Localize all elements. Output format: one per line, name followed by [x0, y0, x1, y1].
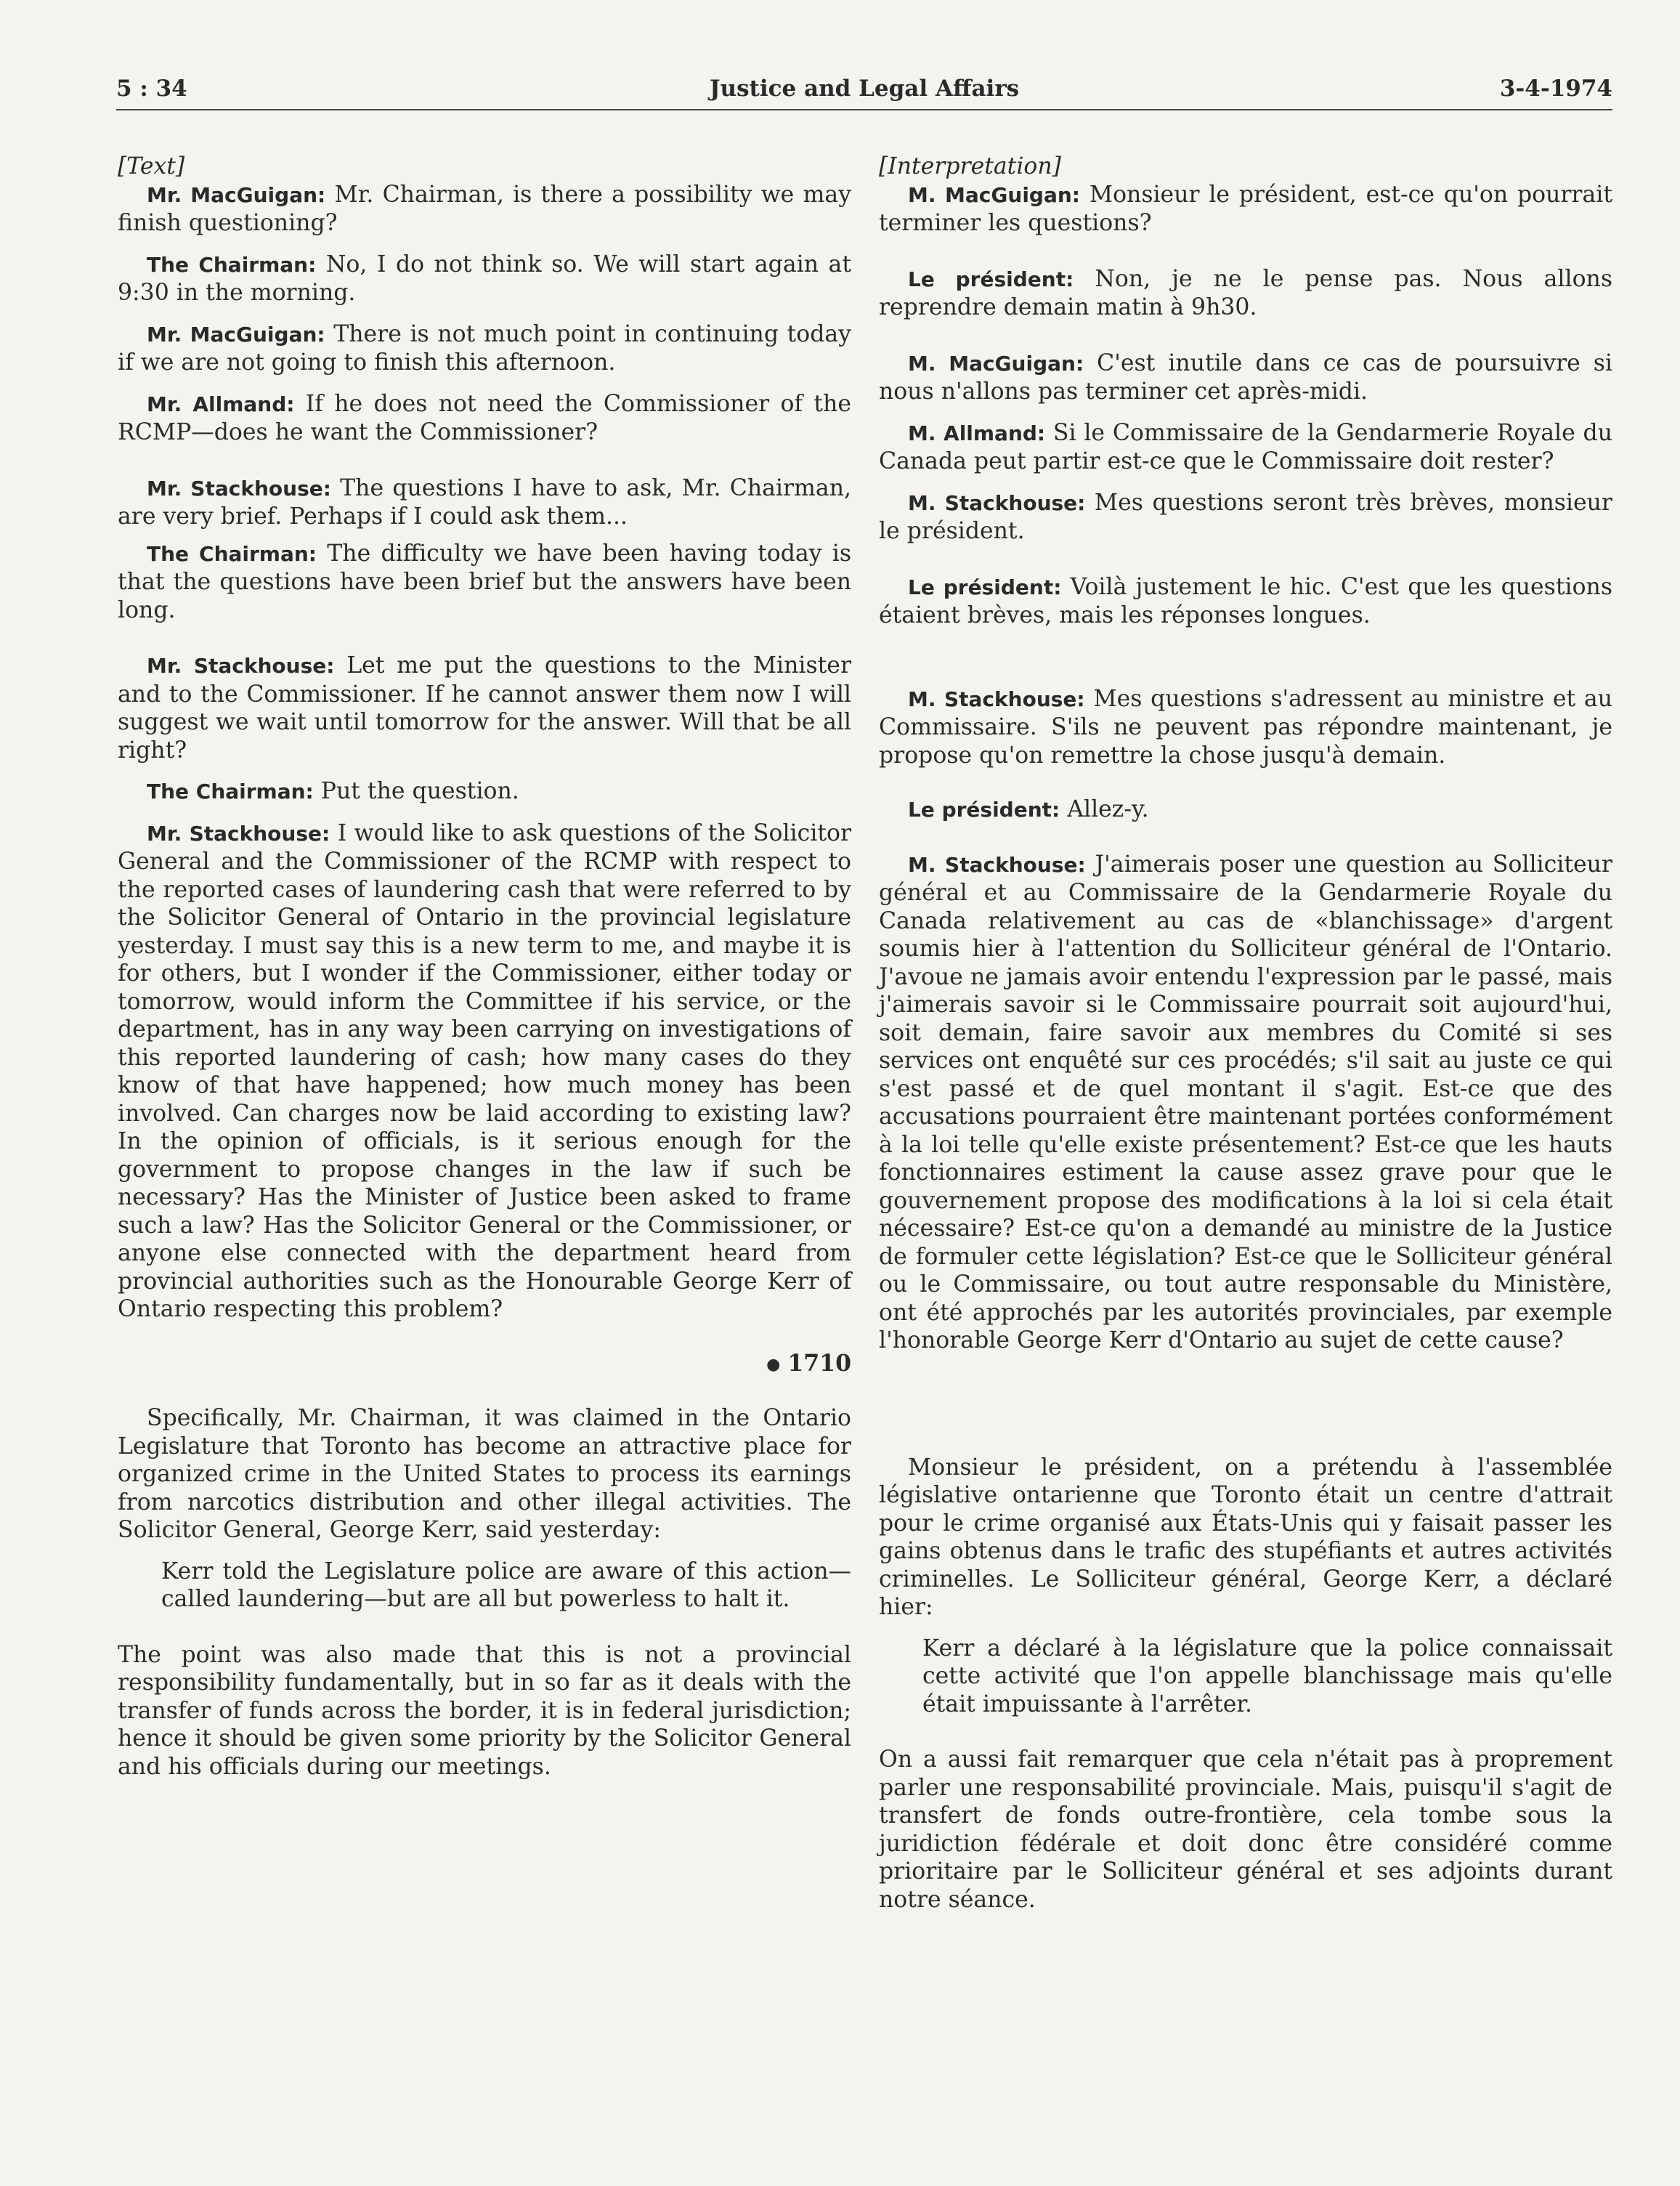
speaker: Le président:	[908, 267, 1074, 291]
block-quote: Kerr told the Legislature police are aware of this action—called laundering—but are all but powerless to halt it.	[161, 1558, 851, 1613]
speech: Monsieur le président, est-ce qu'on pourrait terminer les questions?	[879, 181, 1613, 236]
speech: There is not much point in continuing today if we are not going to finish this afternoon.	[118, 320, 851, 376]
publication-title: Justice and Legal Affairs	[709, 76, 1020, 102]
section-label-text: [Text]	[118, 153, 185, 179]
paragraph-president-3	[879, 796, 1612, 825]
speaker: M. Stackhouse:	[908, 852, 1086, 877]
paragraph-allmand-1	[879, 419, 1612, 476]
paragraph-macguigan-2	[879, 349, 1612, 406]
paragraph-chairman-2	[118, 540, 851, 625]
speaker: M. Allmand:	[908, 421, 1046, 445]
paragraph-stackhouse-4	[879, 1454, 1612, 1622]
speaker: M. MacGuigan:	[908, 182, 1080, 207]
speech: I would like to ask questions of the Solicitor General and the Commissioner of the RCMP with respect to the reported cases of laundering cash that were referred to by the Solicitor General of Ontario in the provincial legislature yesterday. I must say this is a new term to me, and maybe it is for others, but I wonder if the Commissioner, either today or tomorrow, would inform the Committee if his service, or the department, has in any way been carrying on investigations of this reported laundering of cash; how many cases do they know of that have happened; how much money has been involved. Can charges now be laid according to existing law? In the opinion of officials, is it serious enough for the government to propose changes in the law if such be necessary? Has the Minister of Justice been asked to frame such a law? Has the Solicitor General or the Commissioner, or anyone else connected with the department heard from provincial authorities such as the Honourable George Kerr of Ontario respecting this problem?	[118, 819, 852, 1322]
speech: Si le Commissaire de la Gendarmerie Royale du Canada peut partir est-ce que le Commissaire doit rester?	[879, 419, 1613, 474]
paragraph-chairman-1	[118, 251, 851, 307]
paragraph-stackhouse-2	[879, 685, 1612, 770]
speaker: M. MacGuigan:	[908, 351, 1084, 376]
speech: Monsieur le président, on a prétendu à l'assemblée législative ontarienne que Toronto était un centre d'attrait pour le crime organisé aux États-Unis qui y faisait passer les gains obtenus dans le trafic des stupéfiants et autres activités criminelles. Le Solliciteur général, George Kerr, a déclaré hier:	[879, 1454, 1612, 1620]
speech: The questions I have to ask, Mr. Chairman, are very brief. Perhaps if I could ask them...	[118, 474, 851, 530]
paragraph-stackhouse-1	[118, 474, 851, 531]
speaker: The Chairman:	[147, 780, 314, 803]
paragraph-stackhouse-4	[118, 1404, 851, 1545]
speech: If he does not need the Commissioner of the RCMP—does he want the Commissioner?	[118, 390, 851, 445]
speech: Allez-y.	[1060, 796, 1149, 822]
paragraph-macguigan-1	[118, 181, 851, 238]
speech: On a aussi fait remarquer que cela n'était pas à proprement parler une responsabilité provinciale. Mais, puisqu'il s'agit de transfert de fonds outre-frontière, cela tombe sous la juridiction fédérale et doit donc être considéré comme prioritaire par le Solliciteur général et ses adjoints durant notre séance.	[879, 1746, 1612, 1913]
speech: Mes questions seront très brèves, monsieur le président.	[879, 489, 1612, 544]
english-column	[118, 153, 851, 1781]
speech: Non, je ne le pense pas. Nous allons reprendre demain matin à 9h30.	[879, 265, 1612, 320]
paragraph-macguigan-1	[879, 181, 1612, 238]
speaker: Le président:	[908, 798, 1060, 822]
paragraph-chairman-3	[118, 777, 851, 806]
issue-date: 3-4-1974	[1499, 76, 1612, 102]
paragraph-stackhouse-5	[118, 1641, 851, 1781]
speaker: M. Stackhouse:	[908, 687, 1085, 711]
speaker: The Chairman:	[147, 252, 317, 277]
paragraph-stackhouse-5	[879, 1746, 1612, 1914]
paragraph-stackhouse-3	[118, 819, 851, 1324]
time-marker-text: 1710	[787, 1349, 851, 1377]
speech: Voilà justement le hic. C'est que les questions étaient brèves, mais les réponses longues.	[879, 573, 1612, 628]
speaker: Mr. Stackhouse:	[147, 476, 331, 501]
speaker: Mr. Stackhouse:	[147, 654, 335, 678]
french-column	[879, 153, 1612, 1914]
speaker: Mr. MacGuigan:	[147, 322, 325, 347]
paragraph-president-2	[879, 573, 1612, 630]
page-header	[116, 73, 1612, 110]
speech: The difficulty we have been having today is that the questions have been brief but the answers have been long.	[118, 540, 852, 623]
speaker: Mr. Allmand:	[147, 392, 295, 416]
speech: Specifically, Mr. Chairman, it was claimed in the Ontario Legislature that Toronto has become an attractive place for organized crime in the United States to process its earnings from narcotics distribution and other illegal activities. The Solicitor General, George Kerr, said yesterday:	[118, 1405, 851, 1544]
speaker: Le président:	[908, 575, 1062, 599]
speaker: Mr. MacGuigan:	[147, 182, 326, 207]
page-number: 5 : 34	[116, 76, 187, 102]
paragraph-macguigan-2	[118, 320, 851, 377]
speech: C'est inutile dans ce cas de poursuivre si nous n'allons pas terminer cet après-midi.	[879, 349, 1612, 405]
speech: Let me put the questions to the Minister and to the Commissioner. If he cannot answer them now I will suggest we wait until tomorrow for the answer. Will that be all right?	[118, 652, 851, 764]
speech: Put the question.	[313, 778, 519, 804]
paragraph-allmand-1	[118, 390, 851, 447]
paragraph-stackhouse-3	[879, 851, 1612, 1355]
block-quote: Kerr a déclaré à la législature que la police connaissait cette activité que l'on appelle blanchissage mais qu'elle était impuissante à l'arrêter.	[922, 1635, 1612, 1717]
speech: J'aimerais poser une question au Solliciteur général et au Commissaire de la Gendarmerie Royale du Canada relativement au cas de «blanchissage» d'argent soumis hier à l'attention du Solliciteur général de l'Ontario. J'avoue ne jamais avoir entendu l'expression par le passé, mais j'aimerais savoir si le Commissaire pourrait soit aujourd'hui, soit demain, faire savoir aux membres du Comité si ses services ont enquêté sur ces procédés; s'il sait au juste ce qui s'est passé et de quel montant il s'agit. Est-ce que des accusations pourraient être maintenant portées conformément à la loi telle qu'elle existe présentement? Est-ce que les hauts fonctionnaires estiment la cause assez grave pour que le gouvernement propose des modifications à la loi si cela était nécessaire? Est-ce qu'on a demandé au ministre de la Justice de formuler cette législation? Est-ce que le Solliciteur général ou le Commissaire, ou tout autre responsable du Ministère, ont été approchés par les autorités provinciales, par exemple l'honorable George Kerr d'Ontario au sujet de cette cause?	[879, 851, 1612, 1353]
paragraph-president-1	[879, 265, 1612, 322]
speech: No, I do not think so. We will start again at 9:30 in the morning.	[118, 251, 851, 306]
speech: Mr. Chairman, is there a possibility we may finish questioning?	[118, 181, 851, 236]
paragraph-stackhouse-2	[118, 652, 851, 764]
speaker: The Chairman:	[147, 541, 317, 566]
section-label-text: [Interpretation]	[879, 153, 1061, 179]
speech: Mes questions s'adressent au ministre et au Commissaire. S'ils ne peuvent pas répondre maintenant, je propose qu'on remettre la chose jusqu'à demain.	[879, 685, 1612, 769]
paragraph-stackhouse-1	[879, 489, 1612, 546]
speaker: M. Stackhouse:	[908, 490, 1086, 515]
speech: The point was also made that this is not a provincial responsibility fundamentally, but in so far as it deals with the transfer of funds across the border, it is in federal jurisdiction; hence it should be given some priority by the Solicitor General and his officials during our meetings.	[118, 1641, 851, 1780]
time-marker	[118, 1350, 851, 1379]
speaker: Mr. Stackhouse:	[147, 821, 330, 846]
bullet-icon: ●	[766, 1354, 781, 1374]
